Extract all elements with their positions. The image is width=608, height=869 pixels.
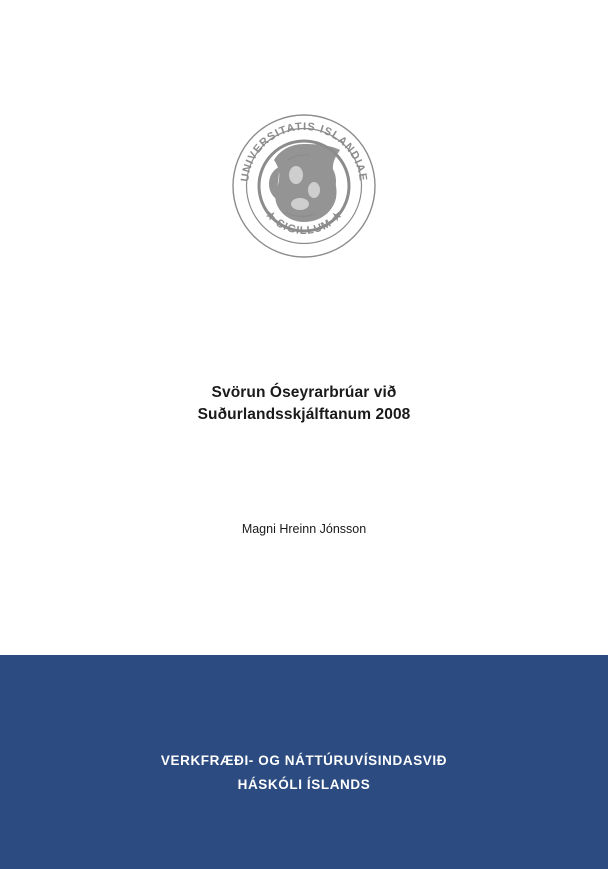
title-line-2: Suðurlandsskjálftanum 2008: [197, 406, 411, 423]
document-title: [0, 382, 608, 426]
footer-text: [0, 749, 608, 797]
university-seal-icon: [230, 112, 378, 260]
title-line-1: Svörun Óseyrarbrúar við: [211, 384, 397, 401]
footer-band: [0, 655, 608, 869]
logo-container: [0, 112, 608, 260]
svg-text:UNIVERSITATIS ISLANDIAE: UNIVERSITATIS ISLANDIAE: [239, 120, 369, 183]
svg-text:★ SIGILLUM ★: ★ SIGILLUM ★: [262, 208, 346, 238]
footer-line-2: HÁSKÓLI ÍSLANDS: [237, 777, 371, 792]
author-name: Magni Hreinn Jónsson: [241, 522, 367, 536]
footer-line-1: VERKFRÆÐI- OG NÁTTÚRUVÍSINDASVIÐ: [160, 753, 448, 768]
